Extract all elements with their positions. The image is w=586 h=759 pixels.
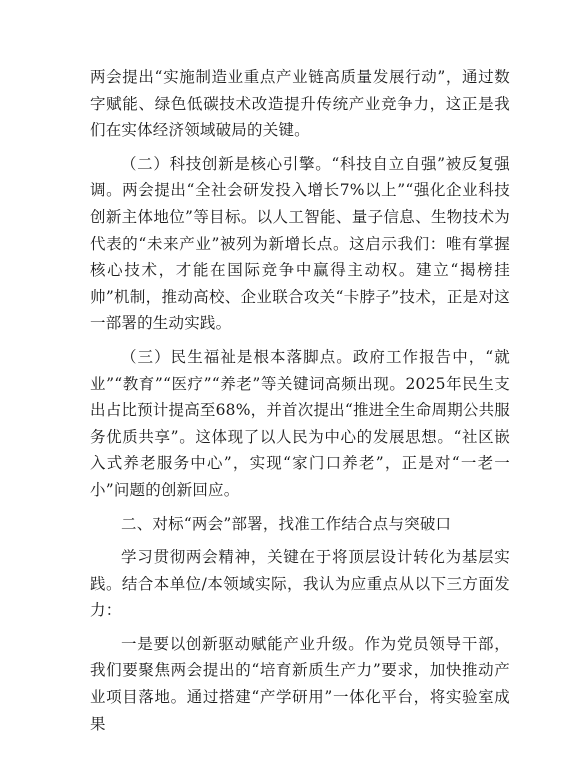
paragraph-point-one: 一是要以创新驱动赋能产业升级。作为党员领导干部，我们要聚焦两会提出的“培育新质生产力”要求，加快推动产业项目落地。通过搭建“产学研用”一体化平台，将实验室成果 <box>90 634 510 733</box>
document-body <box>90 64 510 744</box>
paragraph-intro-continuation: 两会提出“实施制造业重点产业链高质量发展行动”，通过数字赋能、绿色低碳技术改造提升传统产业竞争力，这正是我们在实体经济领域破局的关键。 <box>90 68 510 140</box>
paragraph-tech-innovation: （二）科技创新是核心引擎。“科技自立自强”被反复强调。两会提出“全社会研发投入增长7%以上”“强化企业科技创新主体地位”等目标。以人工智能、量子信息、生物技术为代表的“未来产业”被列为新增长点。这启示我们：唯有掌握核心技术，才能在国际竞争中赢得主动权。建立“揭榜挂帅”机制，推动高校、企业联合攻关“卡脖子”技术，正是对这一部署的生动实践。 <box>90 154 510 333</box>
paragraph-livelihood: （三）民生福祉是根本落脚点。政府工作报告中，“就业”“教育”“医疗”“养老”等关键词高频出现。2025年民生支出占比预计提高至68%，并首次提出“推进全生命周期公共服务优质共享”。这体现了以人民为中心的发展思想。“社区嵌入式养老服务中心”，实现“家门口养老”，正是对“一老一小”问题的创新回应。 <box>90 347 510 499</box>
section-heading-two: 二、对标“两会”部署，找准工作结合点与突破口 <box>121 514 452 533</box>
paragraph-study-spirit: 学习贯彻两会精神，关键在于将顶层设计转化为基层实践。结合本单位/本领域实际，我认为应重点从以下三方面发力： <box>90 548 510 620</box>
